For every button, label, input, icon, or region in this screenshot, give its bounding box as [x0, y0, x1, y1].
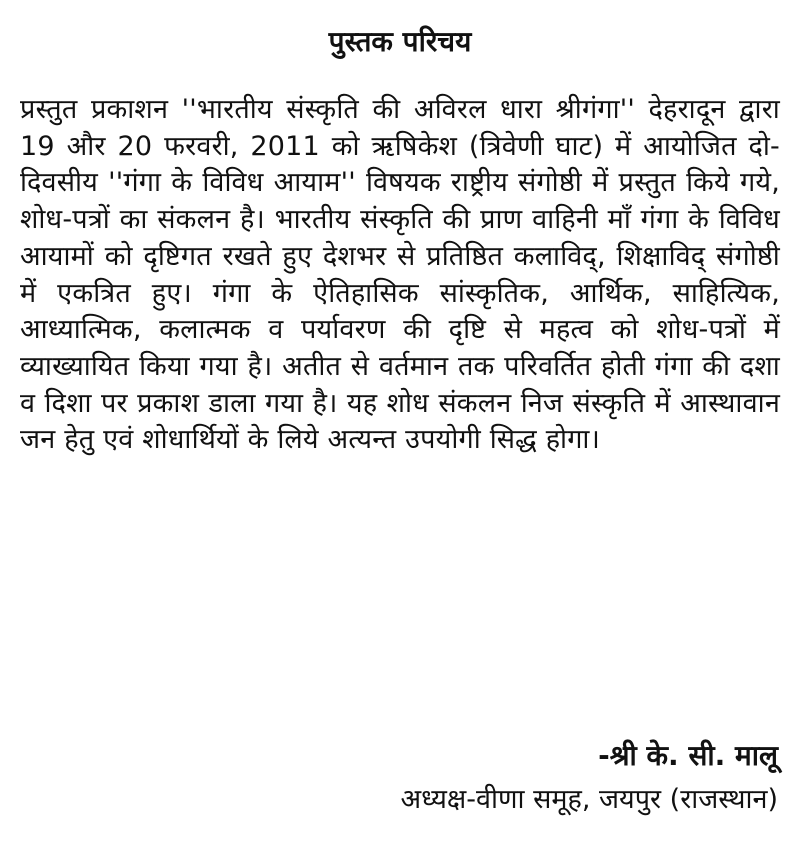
page-title: पुस्तक परिचय: [328, 25, 472, 58]
author-designation: अध्यक्ष-वीणा समूह, जयपुर (राजस्थान): [400, 784, 778, 815]
body-paragraph: प्रस्तुत प्रकाशन ''भारतीय संस्कृति की अविरल धारा श्रीगंगा'' देहरादून द्वारा 19 और 20 फरवरी, 2011 को ऋषिकेश (त्रिवेणी घाट) में आयोजित दो-दिवसीय ''गंगा के विविध आयाम'' विषयक राष्ट्रीय संगोष्ठी में प्रस्तुत किये गये, शोध-पत्रों का संकलन है। भारतीय संस्कृति की प्राण वाहिनी माँ गंगा के विविध आयामों को दृष्टिगत रखते हुए देशभर से प्रतिष्ठित कलाविद्, शिक्षाविद् संगोष्ठी में एकत्रित हुए। गंगा के ऐतिहासिक सांस्कृतिक, आर्थिक, साहित्यिक, आध्यात्मिक, कलात्मक व पर्यावरण की दृष्टि से महत्व को शोध-पत्रों में व्याख्यायित किया गया है। अतीत से वर्तमान तक परिवर्तित होती गंगा की दशा व दिशा पर प्रकाश डाला गया है। यह शोध संकलन निज संस्कृति में आस्थावान जन हेतु एवं शोधार्थियों के लिये अत्यन्त उपयोगी सिद्ध होगा।: [20, 94, 780, 456]
author-signature: -श्री के. सी. मालू: [598, 739, 778, 772]
